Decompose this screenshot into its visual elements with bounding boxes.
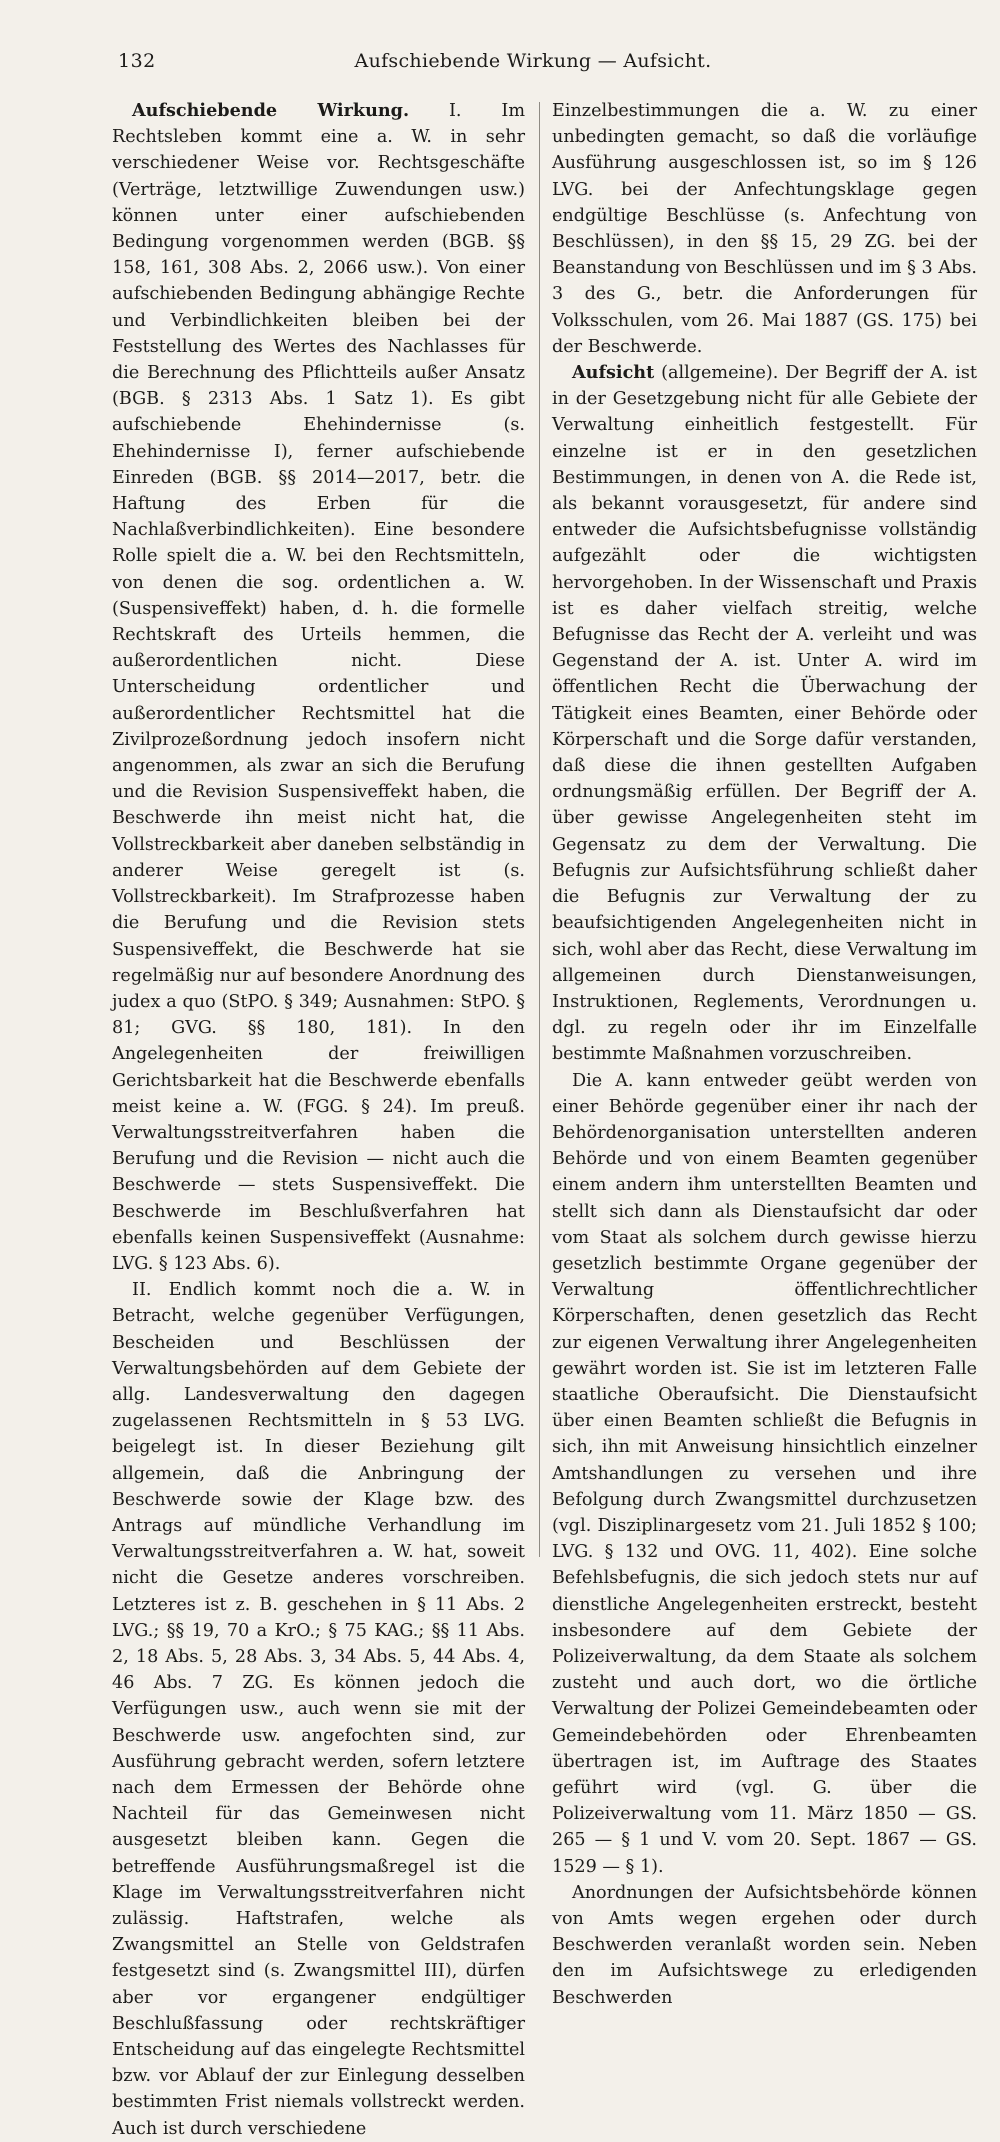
column-divider: [539, 102, 540, 1557]
entry-aufsicht-part-3: Anordnungen der Aufsichtsbehörde können von Amts wegen ergehen oder durch Beschwerden veranlaßt worden sein. Neben den im Aufsichtswege zu erledigenden Beschwerden: [552, 1882, 977, 2008]
page-header: [118, 50, 948, 90]
entry-heading: Aufsicht: [572, 362, 655, 384]
paragraph-text: (allgemeine). Der Begriff der A. ist in der Gesetzgebung nicht für alle Gebiete der Verwaltung einheitlich festgestellt. Für einzelne ist er in den gesetzlichen Bestimmungen, in denen von A. die Rede ist, als bekannt vorausgesetzt, für andere sind entweder die Aufsichtsbefugnisse vollständig aufgezählt oder die wichtigsten hervorgehoben. In der Wissenschaft und Praxis ist es daher vielfach streitig, welche Befugnisse das Recht der A. verleiht und was Gegenstand der A. ist. Unter A. wird im öffentlichen Recht die Überwachung der Tätigkeit eines Beamten, einer Behörde oder Körperschaft und die Sorge dafür verstanden, daß diese die ihnen gestellten Aufgaben ordnungsmäßig erfüllen. Der Begriff der A. über gewisse Angelegenheiten steht im Gegensatz zu dem der Verwaltung. Die Befugnis zur Aufsichtsführung schließt daher die Befugnis zur Verwaltung der zu beaufsichtigenden Angelegenheiten nicht in sich, wohl aber das Recht, diese Verwaltung im allgemeinen durch Dienstanweisungen, Instruktionen, Reglements, Verordnungen u. dgl. zu regeln oder ihr im Einzelfalle bestimmte Maßnahmen vorzuschreiben.: [552, 363, 977, 1065]
paragraph-text: I. Im Rechtsleben kommt eine a. W. in sehr verschiedener Weise vor. Rechtsgeschäfte (Verträge, letztwillige Zuwendungen usw.) können unter einer aufschiebenden Bedingung vorgenommen werden (BGB. §§ 158, 161, 308 Abs. 2, 2066 usw.). Von einer aufschiebenden Bedingung abhängige Rechte und Verbindlichkeiten bleiben bei der Feststellung des Wertes des Nachlasses für die Berechnung des Pflichtteils außer Ansatz (BGB. § 2313 Abs. 1 Satz 1). Es gibt aufschiebende Ehehindernisse (s. Ehehindernisse I), ferner aufschiebende Einreden (BGB. §§ 2014—2017, betr. die Haftung des Erben für die Nachlaßverbindlichkeiten). Eine besondere Rolle spielt die a. W. bei den Rechtsmitteln, von denen die sog. ordentlichen a. W. (Suspensiveffekt) haben, d. h. die formelle Rechtskraft des Urteils hemmen, die außerordentlichen nicht. Diese Unterscheidung ordentlicher und außerordentlicher Rechtsmittel hat die Zivilprozeßordnung jedoch insofern nicht angenommen, als zwar an sich die Berufung und die Revision Suspensiveffekt haben, die Beschwerde ihn meist nicht hat, die Vollstreckbarkeit aber daneben selbständig in anderer Weise geregelt ist (s. Vollstreckbarkeit). Im Strafprozesse haben die Berufung und die Revision stets Suspensiveffekt, die Beschwerde hat sie regelmäßig nur auf besondere Anordnung des judex a quo (StPO. § 349; Ausnahmen: StPO. § 81; GVG. §§ 180, 181). In den Angelegenheiten der freiwilligen Gerichtsbarkeit hat die Beschwerde ebenfalls meist keine a. W. (FGG. § 24). Im preuß. Verwaltungsstreitverfahren haben die Berufung und die Revision — nicht auch die Beschwerde — stets Suspensiveffekt. Die Beschwerde im Beschlußverfahren hat ebenfalls keinen Suspensiveffekt (Ausnahme: LVG. § 123 Abs. 6).: [112, 101, 525, 1274]
entry-heading: Aufschiebende Wirkung.: [132, 100, 410, 121]
right-column: [552, 98, 977, 2011]
left-column: [112, 98, 525, 2142]
running-head: Aufschiebende Wirkung — Aufsicht.: [354, 50, 712, 72]
entry-continuation: Einzelbestimmungen die a. W. zu einer unbedingten gemacht, so daß die vorläufige Ausführung ausgeschlossen ist, so im § 126 LVG. bei der Anfechtungsklage gegen endgültige Beschlüsse (s. Anfechtung von Beschlüssen), in den §§ 15, 29 ZG. bei der Beanstandung von Beschlüssen und im § 3 Abs. 3 des G., betr. die Anforderungen für Volksschulen, vom 26. Mai 1887 (GS. 175) bei der Beschwerde.: [552, 101, 977, 357]
entry-aufschiebende-wirkung-part-1: [112, 98, 525, 1277]
page-number: 132: [118, 50, 156, 72]
entry-aufsicht-part-1: [552, 360, 977, 1067]
entry-aufsicht-part-2: Die A. kann entweder geübt werden von einer Behörde gegenüber einer ihr nach der Behördenorganisation unterstellten anderen Behörde und von einem Beamten gegenüber einem andern ihm unterstellten Beamten und stellt sich dann als Dienstaufsicht dar oder vom Staat als solchem durch gewisse hierzu gesetzlich bestimmte Organe gegenüber der Verwaltung öffentlichrechtlicher Körperschaften, denen gesetzlich das Recht zur eigenen Verwaltung ihrer Angelegenheiten gewährt worden ist. Sie ist im letzteren Falle staatliche Oberaufsicht. Die Dienstaufsicht über einen Beamten schließt die Befugnis in sich, ihn mit Anweisung hinsichtlich einzelner Amtshandlungen zu versehen und ihre Befolgung durch Zwangsmittel durchzusetzen (vgl. Disziplinargesetz vom 21. Juli 1852 § 100; LVG. § 132 und OVG. 11, 402). Eine solche Befehlsbefugnis, die sich jedoch stets nur auf dienstliche Angelegenheiten erstreckt, besteht insbesondere auf dem Gebiete der Polizeiverwaltung, da dem Staate als solchem zusteht und auch dort, wo die örtliche Verwaltung der Polizei Gemeindebeamten oder Gemeindebehörden oder Ehrenbeamten übertragen ist, im Auftrage des Staates geführt wird (vgl. G. über die Polizeiverwaltung vom 11. März 1850 — GS. 265 — § 1 und V. vom 20. Sept. 1867 — GS. 1529 — § 1).: [552, 1070, 977, 1877]
entry-aufschiebende-wirkung-part-2: II. Endlich kommt noch die a. W. in Betracht, welche gegenüber Verfügungen, Bescheiden und Beschlüssen der Verwaltungsbehörden auf dem Gebiete der allg. Landesverwaltung den dagegen zugelassenen Rechtsmitteln in § 53 LVG. beigelegt ist. In dieser Beziehung gilt allgemein, daß die Anbringung der Beschwerde sowie der Klage bzw. des Antrags auf mündliche Verhandlung im Verwaltungsstreitverfahren a. W. hat, soweit nicht die Gesetze anderes vorschreiben. Letzteres ist z. B. geschehen in § 11 Abs. 2 LVG.; §§ 19, 70 a KrO.; § 75 KAG.; §§ 11 Abs. 2, 18 Abs. 5, 28 Abs. 3, 34 Abs. 5, 44 Abs. 4, 46 Abs. 7 ZG. Es können jedoch die Verfügungen usw., auch wenn sie mit der Beschwerde usw. angefochten sind, zur Ausführung gebracht werden, sofern letztere nach dem Ermessen der Behörde ohne Nachteil für das Gemeinwesen nicht ausgesetzt bleiben kann. Gegen die betreffende Ausführungsmaßregel ist die Klage im Verwaltungsstreitverfahren nicht zulässig. Haftstrafen, welche als Zwangsmittel an Stelle von Geldstrafen festgesetzt sind (s. Zwangsmittel III), dürfen aber vor ergangener endgültiger Beschlußfassung oder rechtskräftiger Entscheidung auf das eingelegte Rechtsmittel bzw. vor Ablauf der zur Einlegung desselben bestimmten Frist niemals vollstreckt werden. Auch ist durch verschiedene: [112, 1280, 525, 2139]
